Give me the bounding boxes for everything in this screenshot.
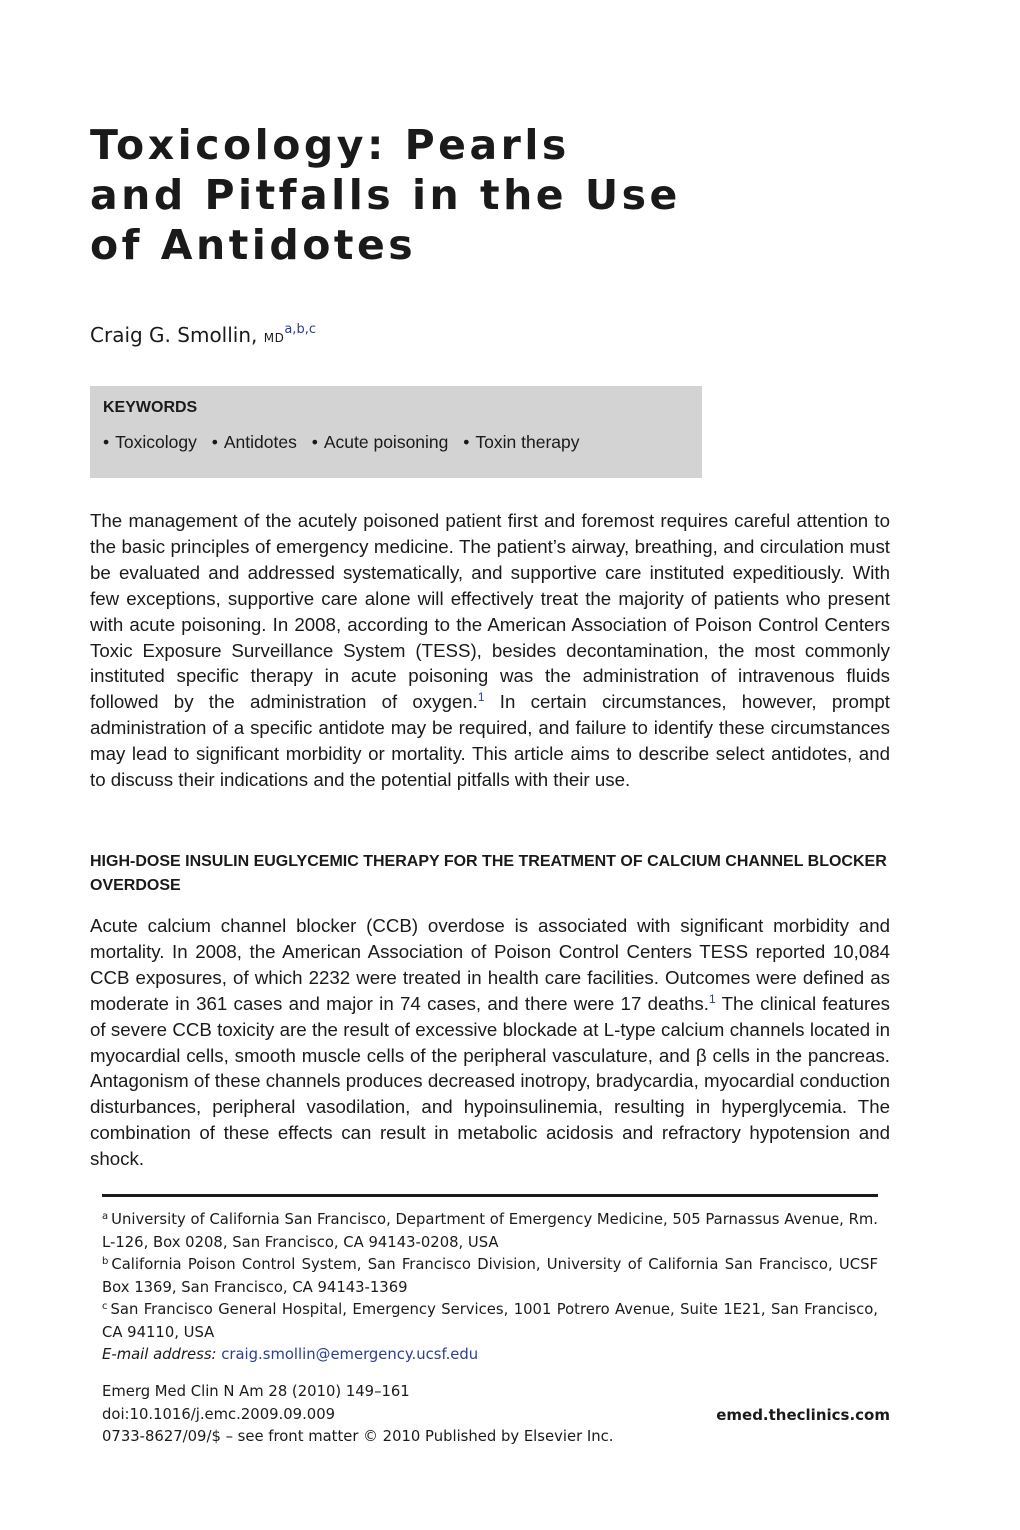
keywords-heading: KEYWORDS [103,399,198,416]
doi[interactable]: doi:10.1016/j.emc.2009.09.009 [102,1405,336,1423]
intro-text-1: The management of the acutely poisoned patient first and foremost requires careful attention to the basic principles of emergency medicine. The patient’s airway, breathing, and circulation must be evaluated and addressed systematically, and supportive care instituted expeditiously. With few exceptions, supportive care alone will effectively treat the majority of patients who present with acute poisoning. In 2008, according to the American Association of Poison Control Centers Toxic Exposure Surveillance System (TESS), besides decontamination, the most commonly instituted specific therapy in acute poisoning was the administration of intravenous fluids followed by the administration of oxygen. [90,510,890,713]
author-line [90,322,316,347]
section-paragraph [90,913,890,1172]
bullet-icon: • [463,432,470,452]
email-link[interactable]: craig.smollin@emergency.ucsf.edu [221,1346,479,1363]
footnotes [102,1209,878,1367]
reference-link[interactable]: 1 [477,690,485,705]
footnote-text: California Poison Control System, San Francisco Division, University of California San Francisco, UCSF Box 1369, San Francisco, CA 94143-1369 [102,1256,878,1296]
bullet-icon: • [103,432,110,452]
section-heading: HIGH-DOSE INSULIN EUGLYCEMIC THERAPY FOR THE TREATMENT OF CALCIUM CHANNEL BLOCKER OVERDOSE [90,853,887,894]
article-title [90,120,790,270]
footnote-divider [102,1194,878,1197]
keyword-item: Antidotes [223,432,297,452]
author-name: Craig G. Smollin, [90,323,264,347]
footnote-c [102,1299,878,1344]
section-text-1: Acute calcium channel blocker (CCB) overdose is associated with significant morbidity and mortality. In 2008, the American Association of Poison Control Centers TESS reported 10,084 CCB exposures, of which 2232 were treated in health care facilities. Outcomes were defined as moderate in 361 cases and major in 74 cases, and there were 17 deaths. [90,915,890,1014]
author-degree: MD [263,331,285,345]
keywords-list [103,432,590,453]
footnote-text: University of California San Francisco, Department of Emergency Medicine, 505 Parnassus Avenue, Rm. L-126, Box 0208, San Francisco, CA 94143-0208, USA [102,1211,878,1251]
footnote-mark: c [102,1301,108,1312]
bullet-icon: • [311,432,318,452]
title-line-1: Toxicology: Pearls [90,121,570,169]
journal-site[interactable]: emed.theclinics.com [716,1406,890,1424]
journal-citation: Emerg Med Clin N Am 28 (2010) 149–161 [102,1383,410,1400]
intro-paragraph [90,508,890,793]
title-line-2: and Pitfalls in the Use [90,171,681,219]
title-line-3: of Antidotes [90,221,417,269]
footnote-a [102,1209,878,1254]
email-line [102,1344,878,1367]
bullet-icon: • [211,432,218,452]
citation-block [102,1381,613,1449]
keyword-item: Toxicology [115,432,197,452]
keywords-box [90,386,702,478]
author-affiliation-marks[interactable]: a,b,c [284,322,316,337]
footnote-b [102,1254,878,1299]
footnote-text: San Francisco General Hospital, Emergency Services, 1001 Potrero Avenue, Suite 1E21, San Francisco, CA 94110, USA [102,1301,878,1341]
keyword-item: Acute poisoning [323,432,449,452]
intro-text-2: In certain circumstances, however, prompt administration of a specific antidote may be required, and failure to identify these circumstances may lead to significant morbidity or mortality. This article aims to describe select antidotes, and to discuss their indications and the potential pitfalls with their use. [90,691,890,791]
reference-link[interactable]: 1 [708,991,716,1006]
section-text-2: The clinical features of severe CCB toxicity are the result of excessive blockade at L-type calcium channels located in myocardial cells, smooth muscle cells of the peripheral vasculature, and β cells in the pancreas. Antagonism of these channels produces decreased inotropy, bradycardia, myocardial conduction disturbances, peripheral vasodilation, and hypoinsulinemia, resulting in hyperglycemia. The combination of these effects can result in metabolic acidosis and refractory hypotension and shock. [90,992,890,1170]
footnote-mark: b [102,1256,109,1267]
copyright: 0733-8627/09/$ – see front matter © 2010 Published by Elsevier Inc. [102,1428,614,1445]
keyword-item: Toxin therapy [475,432,580,452]
email-label: E-mail address: [102,1346,217,1363]
footnote-mark: a [102,1211,109,1222]
